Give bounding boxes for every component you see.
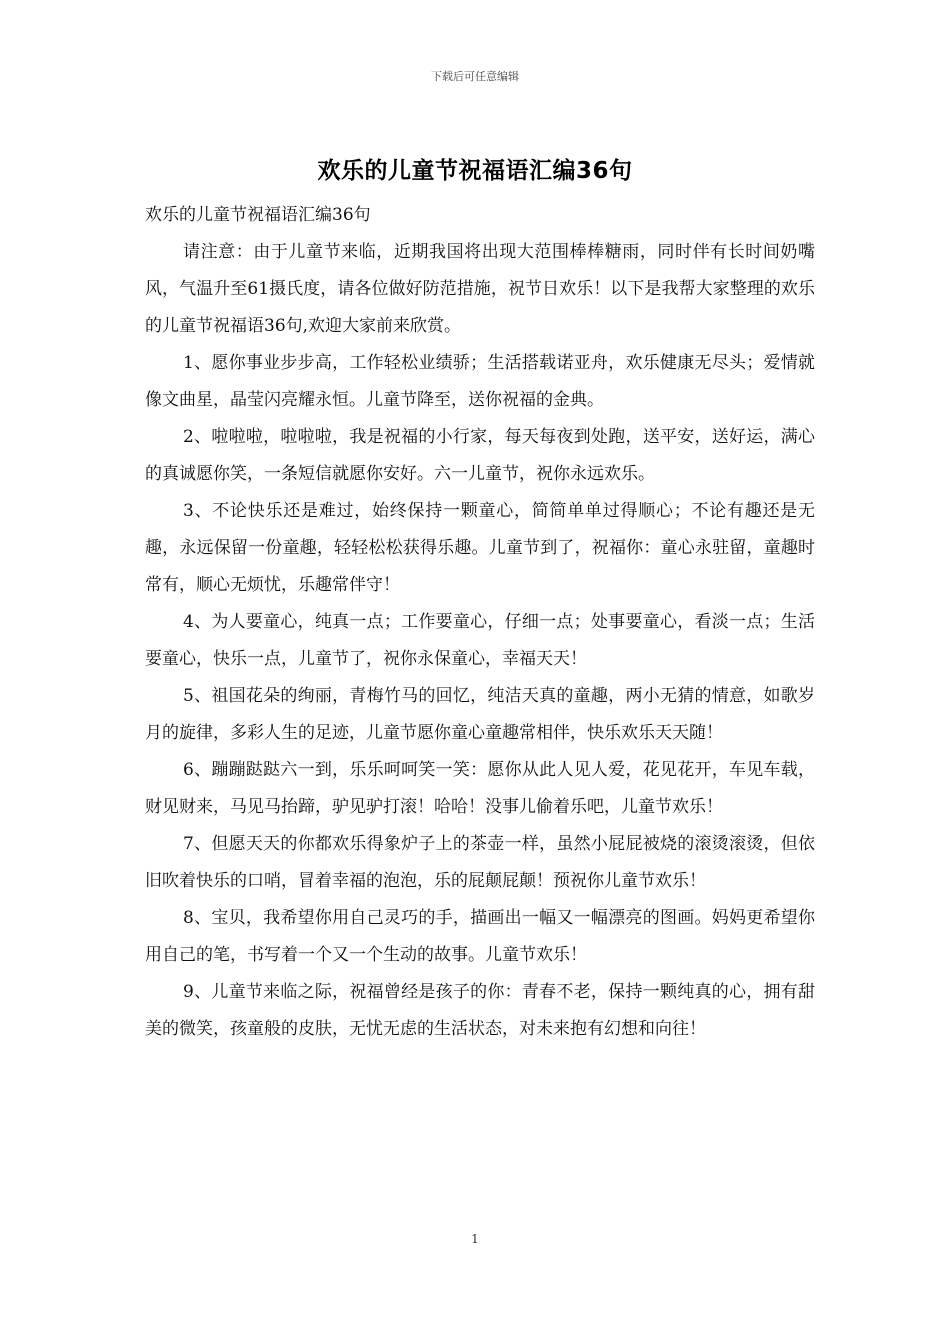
list-item: 1、愿你事业步步高，工作轻松业绩骄；生活搭载诺亚舟，欢乐健康无尽头；爱情就像文曲星，晶莹闪亮耀永恒。儿童节降至，送你祝福的金典。 [145,353,815,410]
list-item: 4、为人要童心，纯真一点；工作要童心，仔细一点；处事要童心，看淡一点；生活要童心，快乐一点，儿童节了，祝你永保童心，幸福天天！ [145,612,815,669]
header-note: 下载后可任意编辑 [431,70,519,83]
page-title: 欢乐的儿童节祝福语汇编36句 [317,158,633,184]
document-body [145,197,815,1048]
subtitle-line: 欢乐的儿童节祝福语汇编36句 [145,205,371,225]
list-item: 6、蹦蹦跶跶六一到，乐乐呵呵笑一笑：愿你从此人见人爱，花见花开，车见车载，财见财来，马见马抬蹄，驴见驴打滚！哈哈！没事儿偷着乐吧，儿童节欢乐！ [145,760,815,817]
page-number: 1 [471,1232,479,1246]
list-item: 3、不论快乐还是难过，始终保持一颗童心，简简单单过得顺心；不论有趣还是无趣，永远保留一份童趣，轻轻松松获得乐趣。儿童节到了，祝福你：童心永驻留，童趣时常有，顺心无烦忧，乐趣常伴守！ [145,501,815,595]
list-item: 2、啦啦啦，啦啦啦，我是祝福的小行家，每天每夜到处跑，送平安，送好运，满心的真诚愿你笑，一条短信就愿你安好。六一儿童节，祝你永远欢乐。 [145,427,815,484]
list-item: 9、儿童节来临之际，祝福曾经是孩子的你：青春不老，保持一颗纯真的心，拥有甜美的微笑，孩童般的皮肤，无忧无虑的生活状态，对未来抱有幻想和向往！ [145,982,815,1039]
list-item: 7、但愿天天的你都欢乐得象炉子上的茶壶一样，虽然小屁屁被烧的滚烫滚烫，但依旧吹着快乐的口哨，冒着幸福的泡泡，乐的屁颠屁颠！预祝你儿童节欢乐！ [145,834,815,891]
list-item: 8、宝贝，我希望你用自己灵巧的手，描画出一幅又一幅漂亮的图画。妈妈更希望你用自己的笔，书写着一个又一个生动的故事。儿童节欢乐！ [145,908,815,965]
list-item: 5、祖国花朵的绚丽，青梅竹马的回忆，纯洁天真的童趣，两小无猜的情意，如歌岁月的旋律，多彩人生的足迹，儿童节愿你童心童趣常相伴，快乐欢乐天天随！ [145,686,815,743]
intro-paragraph: 请注意：由于儿童节来临，近期我国将出现大范围棒棒糖雨，同时伴有长时间奶嘴风，气温升至61摄氏度，请各位做好防范措施，祝节日欢乐！以下是我帮大家整理的欢乐的儿童节祝福语36句,欢迎大家前来欣赏。 [145,242,815,336]
